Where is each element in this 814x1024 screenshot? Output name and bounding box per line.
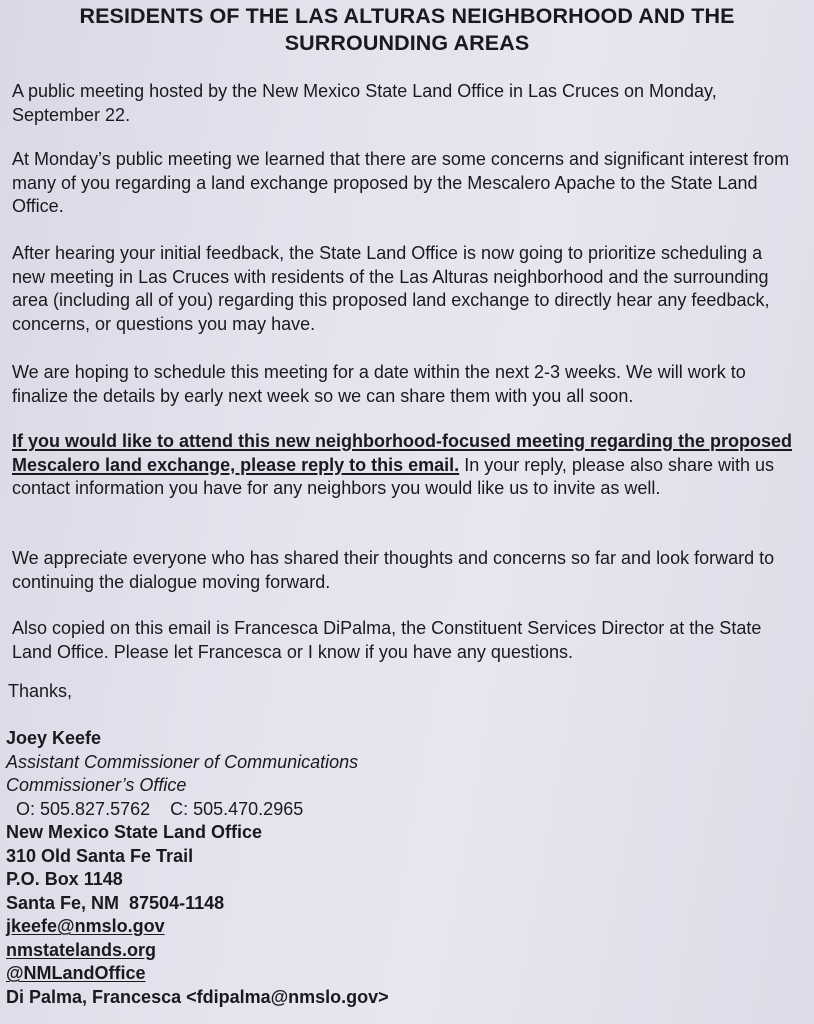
signature-address-city: Santa Fe, NM 87504-1148 bbox=[6, 892, 225, 913]
paragraph-reply-request bbox=[12, 430, 798, 501]
paragraph-new-meeting: After hearing your initial feedback, the State Land Office is now going to prioritize scheduling a new meeting in Las Cruces with residents of the Las Alturas neighborhood and the surrounding area (including all of you) regarding this proposed land exchange to directly hear any feedback, concerns, or questions you may have. bbox=[12, 243, 770, 334]
signature-org: New Mexico State Land Office bbox=[6, 822, 263, 842]
signature-social-link[interactable]: @NMLandOffice bbox=[6, 963, 146, 983]
paragraph-concerns: At Monday’s public meeting we learned that there are some concerns and significant interest from many of you regarding a land exchange proposed by the Mescalero Apache to the State Land Office. bbox=[12, 149, 790, 216]
signature-phones: O: 505.827.5762 C: 505.470.2965 bbox=[16, 798, 304, 819]
reply-request-rest: In your reply, please also share with us contact information you have for any neighbors you would like us to invite as well. bbox=[12, 454, 775, 498]
paragraph-meeting-intro: A public meeting hosted by the New Mexico State Land Office in Las Cruces on Monday, September 22. bbox=[12, 81, 717, 125]
signature-name: Joey Keefe bbox=[6, 728, 102, 748]
signature-block bbox=[6, 727, 389, 1009]
signature-office: Commissioner’s Office bbox=[6, 775, 187, 795]
signature-address-pobox: P.O. Box 1148 bbox=[6, 869, 123, 889]
letter-heading: RESIDENTS OF THE LAS ALTURAS NEIGHBORHOOD AND THE SURROUNDING AREAS bbox=[79, 4, 735, 55]
closing-text: Thanks, bbox=[8, 681, 73, 701]
signature-address-street: 310 Old Santa Fe Trail bbox=[6, 845, 194, 866]
signature-title: Assistant Commissioner of Communications bbox=[6, 751, 359, 772]
reply-request-emphasis: If you would like to attend this new neighborhood-focused meeting regarding the proposed Mescalero land exchange, please reply to this email. bbox=[12, 431, 793, 475]
paragraph-schedule: We are hoping to schedule this meeting for a date within the next 2-3 weeks. We will work to finalize the details by early next week so we can share them with you all soon. bbox=[12, 362, 746, 406]
signature-website-link[interactable]: nmstatelands.org bbox=[6, 939, 157, 960]
paragraph-appreciation: We appreciate everyone who has shared their thoughts and concerns so far and look forward to continuing the dialogue moving forward. bbox=[12, 548, 775, 592]
signature-email-link[interactable]: jkeefe@nmslo.gov bbox=[6, 916, 165, 936]
paragraph-cc-note: Also copied on this email is Francesca DiPalma, the Constituent Services Director at the State Land Office. Please let Francesca or I know if you have any questions. bbox=[12, 618, 762, 662]
cc-recipient: Di Palma, Francesca <fdipalma@nmslo.gov> bbox=[6, 986, 389, 1007]
